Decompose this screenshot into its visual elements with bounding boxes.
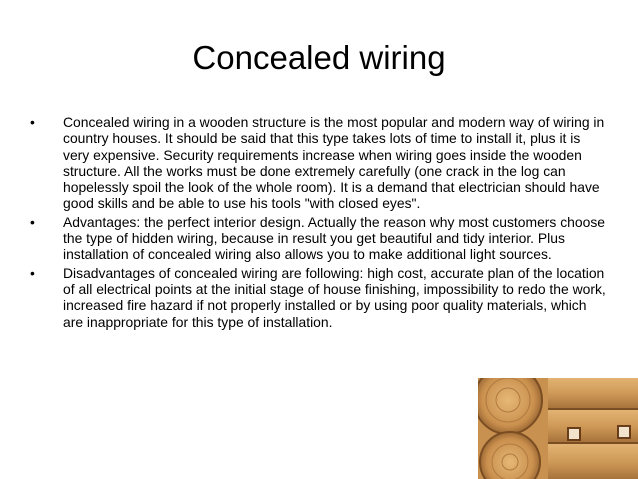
bullet-text: Concealed wiring in a wooden structure is the most popular and modern way of wiring in country houses. It should be said that this type takes lots of time to install it, plus it is very expensive. Security requirements increase when wiring goes inside the wooden structure. All the works must be done extremely carefully (one crack in the log can hopelessly spoil the look of the whole room). It is a demand that electrician should have good skills and be able to use his tools "with closed eyes". (63, 114, 605, 212)
slide-title: Concealed wiring (192, 39, 446, 76)
wooden-log-wall-photo (478, 378, 638, 479)
bullet-marker: • (30, 264, 35, 281)
bullet-text: Disadvantages of concealed wiring are following: high cost, accurate plan of the location of all electrical points at the initial stage of house finishing, impossibility to redo the work, increased fire hazard if not properly installed or by using poor quality materials, which are inappropriate for this type of installation. (63, 264, 606, 330)
bullet-list (30, 114, 610, 332)
bullet-item (30, 214, 610, 263)
bullet-marker: • (30, 213, 35, 230)
bullet-item (30, 265, 610, 330)
outlet-box (568, 428, 580, 440)
log-plank (548, 378, 638, 408)
outlet-box (618, 426, 630, 438)
bullet-text: Advantages: the perfect interior design. Actually the reason why most customers choose the type of hidden wiring, because in result you get beautiful and tidy interior. Plus installation of concealed wiring also allows you to make additional light sources. (63, 213, 606, 263)
bullet-marker: • (30, 114, 35, 130)
log-plank (548, 444, 638, 479)
bullet-item (30, 114, 610, 212)
